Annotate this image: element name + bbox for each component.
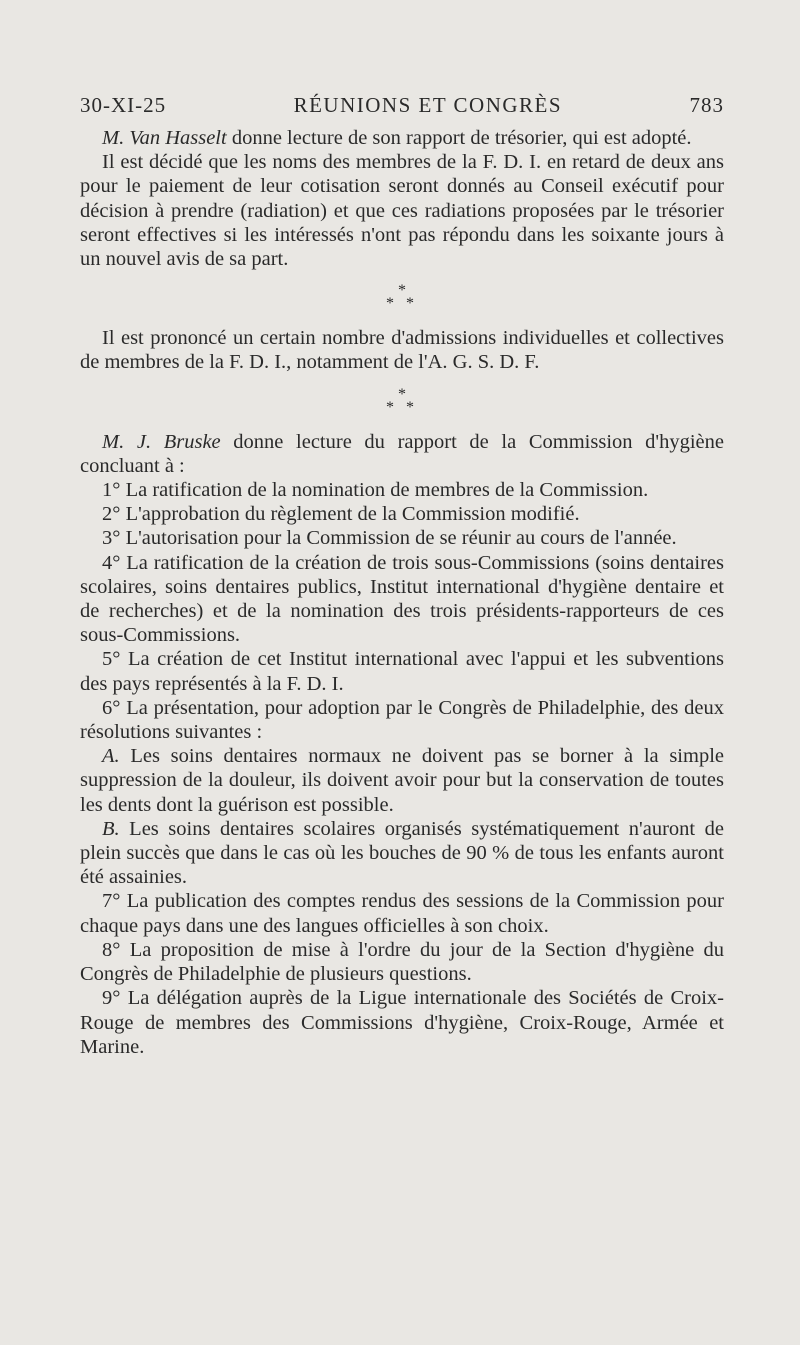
list-item: 2° L'approbation du règlement de la Commission modifié. [102,503,580,526]
list-item: 9° La délégation auprès de la Ligue internationale des Sociétés de Croix-Rouge de membres des Commissions d'hygiène, Croix-Rouge, Armée et Marine. [80,987,724,1058]
page-number: 783 [689,93,724,117]
paragraph-treasurer: M. Van Hasselt donne lecture de son rapport de trésorier, qui est adopté. [102,127,692,149]
list-item: 4° La ratification de la création de trois sous-Commissions (soins dentaires scolaires, soins dentaires publics, Institut international d'hygiène dentaire et de recherches) et de la nomination des trois présidents-rapporteurs de ces sous-Commissions. [80,551,724,647]
section-separator: * * * [386,385,418,416]
body-text [80,126,724,1059]
header-title: RÉUNIONS ET CONGRÈS [293,93,563,117]
header-date: 30-XI-25 [80,93,167,117]
resolution-a: A. Les soins dentaires normaux ne doivent pas se borner à la simple suppression de la douleur, ils doivent avoir pour but la conservation de toutes les dents dont la guérison est possible. [80,745,724,816]
list-item: 7° La publication des comptes rendus des sessions de la Commission pour chaque pays dans une des langues officielles à son choix. [80,890,724,937]
paragraph-admissions: Il est prononcé un certain nombre d'admissions individuelles et collectives de membres de la F. D. I., notamment de l'A. G. S. D. F. [80,327,724,374]
list-item: 5° La création de cet Institut international avec l'appui et les subventions des pays représentés à la F. D. I. [80,648,724,695]
speaker-name: M. Van Hasselt [102,127,227,149]
paragraph-radiation: Il est décidé que les noms des membres de la F. D. I. en retard de deux ans pour le paiement de leur cotisation seront donnés au Conseil exécutif pour décision à prendre (radiation) et que ces radiations proposées par le trésorier seront effectives si les intéressés n'ont pas répondu dans les soixante jours à un nouvel avis de sa part. [80,151,724,271]
paragraph-hygiene-report: M. J. Bruske donne lecture du rapport de la Commission d'hygiène concluant à : [80,430,724,477]
section-separator: * * * [386,282,418,313]
list-item: 3° L'autorisation pour la Commission de se réunir au cours de l'année. [102,527,677,550]
speaker-name: M. J. Bruske [102,430,221,453]
running-header [80,93,724,118]
list-item: 6° La présentation, pour adoption par le Congrès de Philadelphie, des deux résolutions suivantes : [80,696,724,744]
list-item: 8° La proposition de mise à l'ordre du jour de la Section d'hygiène du Congrès de Philadelphie de plusieurs questions. [80,938,724,986]
resolution-b: B. Les soins dentaires scolaires organisés systématiquement n'auront de plein succès que dans le cas où les bouches de 90 % de tous les enfants auront été assainies. [80,817,724,889]
list-item: 1° La ratification de la nomination de membres de la Commission. [102,479,649,502]
